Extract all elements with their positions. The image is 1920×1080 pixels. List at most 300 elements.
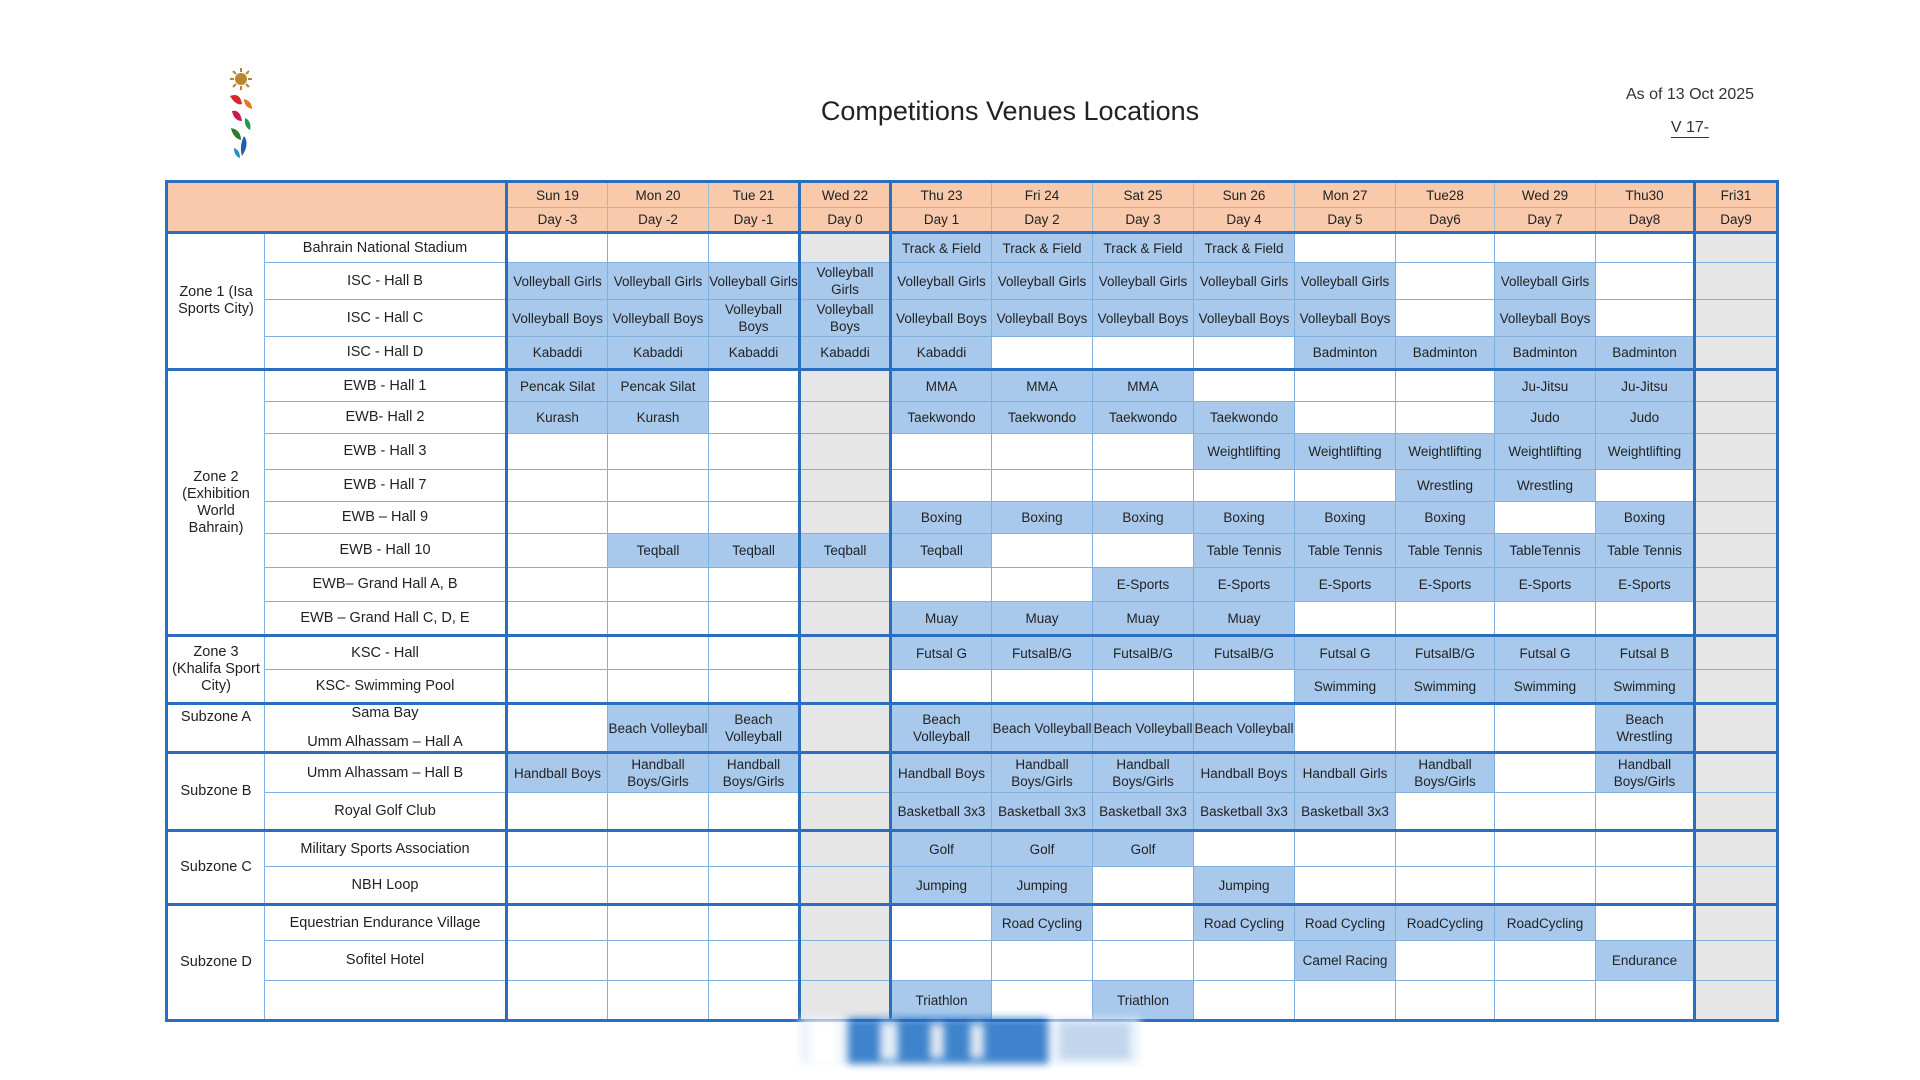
empty-cell: [800, 793, 891, 831]
event-cell: Basketball 3x3: [1295, 793, 1396, 831]
event-cell: Muay: [891, 602, 992, 636]
blurred-mark: [800, 1018, 1140, 1064]
empty-cell: [1093, 941, 1194, 981]
event-cell: Handball Boys: [1194, 753, 1295, 793]
venue-label: NBH Loop: [265, 867, 507, 905]
empty-cell: [1495, 867, 1596, 905]
day-number: Day 4: [1194, 208, 1295, 233]
empty-cell: [1295, 867, 1396, 905]
empty-cell: [709, 905, 800, 941]
empty-cell: [608, 670, 709, 704]
empty-cell: [709, 602, 800, 636]
venue-label: EWB- Hall 2: [265, 402, 507, 434]
event-cell: Beach Wrestling: [1596, 704, 1695, 753]
empty-cell: [1596, 233, 1695, 263]
empty-cell: [1495, 753, 1596, 793]
day-header: Sun 19: [507, 182, 608, 208]
venue-label: KSC- Swimming Pool: [265, 670, 507, 704]
event-cell: E-Sports: [1495, 568, 1596, 602]
venue-cell: [265, 704, 507, 753]
empty-cell: [1695, 831, 1778, 867]
table-row: [167, 337, 1778, 370]
event-cell: Judo: [1495, 402, 1596, 434]
empty-cell: [507, 981, 608, 1021]
day-header: Fri31: [1695, 182, 1778, 208]
empty-cell: [1695, 370, 1778, 402]
empty-cell: [1396, 263, 1495, 300]
event-cell: Kabaddi: [800, 337, 891, 370]
empty-cell: [1396, 402, 1495, 434]
empty-cell: [992, 434, 1093, 470]
venue-label: EWB - Hall 7: [265, 470, 507, 502]
event-cell: Wrestling: [1495, 470, 1596, 502]
event-cell: Volleyball Girls: [709, 263, 800, 300]
empty-cell: [1194, 470, 1295, 502]
empty-cell: [1695, 534, 1778, 568]
empty-cell: [1396, 867, 1495, 905]
venue-label: EWB – Grand Hall C, D, E: [265, 602, 507, 636]
event-cell: E-Sports: [1194, 568, 1295, 602]
event-cell: Table Tennis: [1194, 534, 1295, 568]
empty-cell: [1695, 568, 1778, 602]
event-cell: Track & Field: [891, 233, 992, 263]
empty-cell: [709, 981, 800, 1021]
event-cell: Volleyball Boys: [1495, 300, 1596, 337]
event-cell: Boxing: [891, 502, 992, 534]
day-header: Sun 26: [1194, 182, 1295, 208]
event-cell: Weightlifting: [1596, 434, 1695, 470]
empty-cell: [1295, 831, 1396, 867]
event-cell: Handball Boys/Girls: [992, 753, 1093, 793]
empty-cell: [1396, 370, 1495, 402]
venue-label: Royal Golf Club: [265, 793, 507, 831]
table-row: [167, 233, 1778, 263]
empty-cell: [1396, 981, 1495, 1021]
empty-cell: [709, 670, 800, 704]
empty-cell: [1396, 602, 1495, 636]
empty-cell: [1596, 981, 1695, 1021]
empty-cell: [507, 568, 608, 602]
empty-cell: [507, 941, 608, 981]
event-cell: Handball Boys/Girls: [608, 753, 709, 793]
event-cell: Jumping: [992, 867, 1093, 905]
venue-label: EWB – Hall 9: [265, 502, 507, 534]
day-header: Fri 24: [992, 182, 1093, 208]
empty-cell: [608, 981, 709, 1021]
day-header: Thu 23: [891, 182, 992, 208]
event-cell: FutsalB/G: [1194, 636, 1295, 670]
empty-cell: [709, 434, 800, 470]
day-header: Tue28: [1396, 182, 1495, 208]
empty-cell: [800, 602, 891, 636]
day-header: Mon 27: [1295, 182, 1396, 208]
empty-cell: [800, 402, 891, 434]
empty-cell: [709, 568, 800, 602]
event-cell: Kurash: [507, 402, 608, 434]
zone-label: Subzone D: [167, 905, 265, 1021]
empty-cell: [992, 470, 1093, 502]
event-cell: Kurash: [608, 402, 709, 434]
empty-cell: [507, 636, 608, 670]
empty-cell: [800, 434, 891, 470]
empty-cell: [1495, 502, 1596, 534]
empty-cell: [891, 568, 992, 602]
empty-cell: [1495, 233, 1596, 263]
table-row: [167, 704, 1778, 753]
zone-label: Subzone B: [167, 753, 265, 831]
empty-cell: [1295, 602, 1396, 636]
table-row: [167, 370, 1778, 402]
empty-cell: [1295, 233, 1396, 263]
event-cell: TableTennis: [1495, 534, 1596, 568]
event-cell: Weightlifting: [1495, 434, 1596, 470]
empty-cell: [1695, 905, 1778, 941]
empty-cell: [608, 941, 709, 981]
empty-cell: [992, 941, 1093, 981]
empty-cell: [891, 670, 992, 704]
empty-cell: [992, 568, 1093, 602]
empty-cell: [800, 370, 891, 402]
day-number: Day 0: [800, 208, 891, 233]
day-number: Day6: [1396, 208, 1495, 233]
event-cell: Kabaddi: [891, 337, 992, 370]
table-row: [167, 434, 1778, 470]
event-cell: E-Sports: [1295, 568, 1396, 602]
empty-cell: [1596, 793, 1695, 831]
event-cell: Handball Girls: [1295, 753, 1396, 793]
event-cell: Road Cycling: [1295, 905, 1396, 941]
empty-cell: [1295, 981, 1396, 1021]
event-cell: Basketball 3x3: [1093, 793, 1194, 831]
zone-label: Zone 2 (Exhibition World Bahrain): [167, 370, 265, 636]
empty-cell: [1495, 981, 1596, 1021]
event-cell: Boxing: [1295, 502, 1396, 534]
empty-cell: [1695, 233, 1778, 263]
empty-cell: [992, 534, 1093, 568]
empty-cell: [1695, 704, 1778, 753]
empty-cell: [992, 337, 1093, 370]
table-row: [167, 905, 1778, 941]
empty-cell: [800, 867, 891, 905]
empty-cell: [1495, 941, 1596, 981]
empty-cell: [800, 981, 891, 1021]
event-cell: FutsalB/G: [1396, 636, 1495, 670]
event-cell: Table Tennis: [1295, 534, 1396, 568]
event-cell: Boxing: [992, 502, 1093, 534]
empty-cell: [709, 402, 800, 434]
event-cell: Road Cycling: [992, 905, 1093, 941]
table-row: [167, 263, 1778, 300]
empty-cell: [709, 233, 800, 263]
event-cell: Swimming: [1596, 670, 1695, 704]
empty-cell: [608, 905, 709, 941]
empty-cell: [1093, 337, 1194, 370]
event-cell: FutsalB/G: [1093, 636, 1194, 670]
event-cell: Badminton: [1596, 337, 1695, 370]
event-cell: Badminton: [1495, 337, 1596, 370]
table-row: [167, 300, 1778, 337]
empty-cell: [1695, 793, 1778, 831]
event-cell: Volleyball Girls: [992, 263, 1093, 300]
day-number: Day -3: [507, 208, 608, 233]
empty-cell: [608, 793, 709, 831]
event-cell: Swimming: [1396, 670, 1495, 704]
event-cell: Beach Volleyball: [608, 704, 709, 753]
event-cell: Teqball: [608, 534, 709, 568]
event-cell: Boxing: [1596, 502, 1695, 534]
venue-label: [265, 981, 507, 1021]
event-cell: E-Sports: [1396, 568, 1495, 602]
empty-cell: [800, 502, 891, 534]
day-number: Day 2: [992, 208, 1093, 233]
empty-cell: [709, 793, 800, 831]
event-cell: Swimming: [1495, 670, 1596, 704]
event-cell: MMA: [891, 370, 992, 402]
event-cell: Volleyball Girls: [800, 263, 891, 300]
empty-cell: [1596, 602, 1695, 636]
zone-label: Subzone A: [167, 704, 265, 753]
empty-cell: [1093, 670, 1194, 704]
event-cell: Volleyball Boys: [891, 300, 992, 337]
event-cell: Kabaddi: [608, 337, 709, 370]
event-cell: Volleyball Boys: [608, 300, 709, 337]
event-cell: Volleyball Boys: [800, 300, 891, 337]
event-cell: Basketball 3x3: [992, 793, 1093, 831]
day-header: Wed 29: [1495, 182, 1596, 208]
event-cell: Beach Volleyball: [891, 704, 992, 753]
event-cell: Judo: [1596, 402, 1695, 434]
venue-label: Bahrain National Stadium: [265, 233, 507, 263]
event-cell: Volleyball Boys: [1194, 300, 1295, 337]
empty-cell: [507, 470, 608, 502]
event-cell: Handball Boys/Girls: [709, 753, 800, 793]
as-of-date: As of 13 Oct 2025: [1625, 86, 1755, 103]
venue-label: Sofitel Hotel: [265, 941, 507, 981]
event-cell: Futsal B: [1596, 636, 1695, 670]
schedule-table: [165, 180, 1779, 1022]
empty-cell: [1695, 981, 1778, 1021]
empty-cell: [507, 502, 608, 534]
event-cell: Volleyball Girls: [1194, 263, 1295, 300]
empty-cell: [1695, 502, 1778, 534]
table-row: [167, 753, 1778, 793]
zone-label: Subzone C: [167, 831, 265, 905]
venue-label: EWB - Hall 10: [265, 534, 507, 568]
empty-cell: [608, 602, 709, 636]
event-cell: Golf: [1093, 831, 1194, 867]
event-cell: Volleyball Girls: [1495, 263, 1596, 300]
empty-cell: [1093, 534, 1194, 568]
empty-cell: [507, 793, 608, 831]
day-number: Day -2: [608, 208, 709, 233]
event-cell: Taekwondo: [1093, 402, 1194, 434]
empty-cell: [1596, 263, 1695, 300]
empty-cell: [800, 941, 891, 981]
event-cell: Golf: [992, 831, 1093, 867]
empty-cell: [1093, 867, 1194, 905]
empty-cell: [1194, 337, 1295, 370]
empty-cell: [800, 831, 891, 867]
table-row: [167, 831, 1778, 867]
empty-cell: [608, 867, 709, 905]
event-cell: Triathlon: [891, 981, 992, 1021]
event-cell: Futsal G: [1295, 636, 1396, 670]
empty-cell: [800, 670, 891, 704]
day-number: Day -1: [709, 208, 800, 233]
empty-cell: [507, 670, 608, 704]
event-cell: Handball Boys: [507, 753, 608, 793]
empty-cell: [507, 434, 608, 470]
empty-cell: [1093, 905, 1194, 941]
venue-label: Umm Alhassam – Hall B: [265, 753, 507, 793]
empty-cell: [1695, 602, 1778, 636]
empty-cell: [1695, 470, 1778, 502]
empty-cell: [709, 867, 800, 905]
table-row: [167, 941, 1778, 981]
venue-label: Equestrian Endurance Village: [265, 905, 507, 941]
empty-cell: [1194, 981, 1295, 1021]
empty-cell: [1194, 370, 1295, 402]
table-row: [167, 402, 1778, 434]
page-title: Competitions Venues Locations: [820, 96, 1200, 126]
empty-cell: [709, 470, 800, 502]
event-cell: Handball Boys/Girls: [1093, 753, 1194, 793]
day-number: Day 5: [1295, 208, 1396, 233]
event-cell: Volleyball Girls: [507, 263, 608, 300]
empty-cell: [1396, 941, 1495, 981]
empty-cell: [1295, 370, 1396, 402]
empty-cell: [800, 905, 891, 941]
event-cell: Beach Volleyball: [709, 704, 800, 753]
zone-label: Zone 3 (Khalifa Sport City): [167, 636, 265, 704]
zone-label: Zone 1 (Isa Sports City): [167, 233, 265, 370]
event-cell: Track & Field: [1093, 233, 1194, 263]
empty-cell: [992, 981, 1093, 1021]
event-cell: Badminton: [1396, 337, 1495, 370]
event-cell: Track & Field: [1194, 233, 1295, 263]
empty-cell: [1695, 300, 1778, 337]
empty-cell: [800, 233, 891, 263]
event-cell: Weightlifting: [1295, 434, 1396, 470]
empty-cell: [507, 233, 608, 263]
event-cell: Boxing: [1093, 502, 1194, 534]
event-cell: Taekwondo: [891, 402, 992, 434]
event-cell: Golf: [891, 831, 992, 867]
empty-cell: [1695, 867, 1778, 905]
empty-cell: [608, 233, 709, 263]
empty-cell: [507, 905, 608, 941]
event-cell: Track & Field: [992, 233, 1093, 263]
empty-cell: [709, 941, 800, 981]
event-cell: Volleyball Boys: [1295, 300, 1396, 337]
empty-cell: [1695, 753, 1778, 793]
day-number: Day 3: [1093, 208, 1194, 233]
event-cell: Volleyball Girls: [1093, 263, 1194, 300]
event-cell: Teqball: [891, 534, 992, 568]
empty-cell: [1695, 670, 1778, 704]
empty-cell: [1396, 300, 1495, 337]
venue-label: EWB– Grand Hall A, B: [265, 568, 507, 602]
event-cell: Volleyball Girls: [1295, 263, 1396, 300]
day-header: Sat 25: [1093, 182, 1194, 208]
venue-label: Military Sports Association: [265, 831, 507, 867]
event-cell: Pencak Silat: [608, 370, 709, 402]
empty-cell: [709, 831, 800, 867]
table-row: [167, 793, 1778, 831]
table-row: [167, 502, 1778, 534]
venue-label: KSC - Hall: [265, 636, 507, 670]
event-cell: Kabaddi: [507, 337, 608, 370]
event-cell: Volleyball Boys: [992, 300, 1093, 337]
event-cell: Handball Boys: [891, 753, 992, 793]
event-cell: Volleyball Boys: [507, 300, 608, 337]
empty-cell: [891, 470, 992, 502]
empty-cell: [507, 602, 608, 636]
event-cell: Weightlifting: [1396, 434, 1495, 470]
empty-cell: [507, 534, 608, 568]
empty-cell: [709, 370, 800, 402]
table-row: [167, 602, 1778, 636]
empty-cell: [891, 941, 992, 981]
day-header: Tue 21: [709, 182, 800, 208]
event-cell: Boxing: [1396, 502, 1495, 534]
empty-cell: [1695, 941, 1778, 981]
empty-cell: [608, 502, 709, 534]
empty-cell: [1295, 402, 1396, 434]
empty-cell: [608, 636, 709, 670]
event-cell: Boxing: [1194, 502, 1295, 534]
empty-cell: [1495, 602, 1596, 636]
venue-label: Umm Alhassam – Hall A: [307, 734, 463, 750]
empty-cell: [1194, 831, 1295, 867]
table-row: [167, 534, 1778, 568]
day-header: Thu30: [1596, 182, 1695, 208]
event-cell: Beach Volleyball: [992, 704, 1093, 753]
event-cell: Road Cycling: [1194, 905, 1295, 941]
event-cell: Beach Volleyball: [1093, 704, 1194, 753]
empty-cell: [608, 434, 709, 470]
day-number: Day9: [1695, 208, 1778, 233]
event-cell: Beach Volleyball: [1194, 704, 1295, 753]
event-cell: Jumping: [1194, 867, 1295, 905]
event-cell: Jumping: [891, 867, 992, 905]
empty-cell: [507, 831, 608, 867]
event-cell: RoadCycling: [1495, 905, 1596, 941]
event-cell: Futsal G: [1495, 636, 1596, 670]
event-cell: Muay: [992, 602, 1093, 636]
empty-cell: [709, 502, 800, 534]
event-cell: Basketball 3x3: [891, 793, 992, 831]
event-cell: Volleyball Boys: [709, 300, 800, 337]
empty-cell: [1093, 470, 1194, 502]
empty-cell: [1596, 867, 1695, 905]
event-cell: E-Sports: [1093, 568, 1194, 602]
event-cell: Table Tennis: [1596, 534, 1695, 568]
empty-cell: [800, 636, 891, 670]
event-cell: MMA: [1093, 370, 1194, 402]
empty-cell: [1495, 793, 1596, 831]
empty-cell: [992, 670, 1093, 704]
day-header: Mon 20: [608, 182, 709, 208]
event-cell: Ju-Jitsu: [1596, 370, 1695, 402]
version-label: V 17-: [1670, 119, 1710, 136]
empty-cell: [608, 470, 709, 502]
event-cell: Endurance: [1596, 941, 1695, 981]
event-cell: E-Sports: [1596, 568, 1695, 602]
empty-cell: [1695, 636, 1778, 670]
empty-cell: [1093, 434, 1194, 470]
table-row: [167, 981, 1778, 1021]
